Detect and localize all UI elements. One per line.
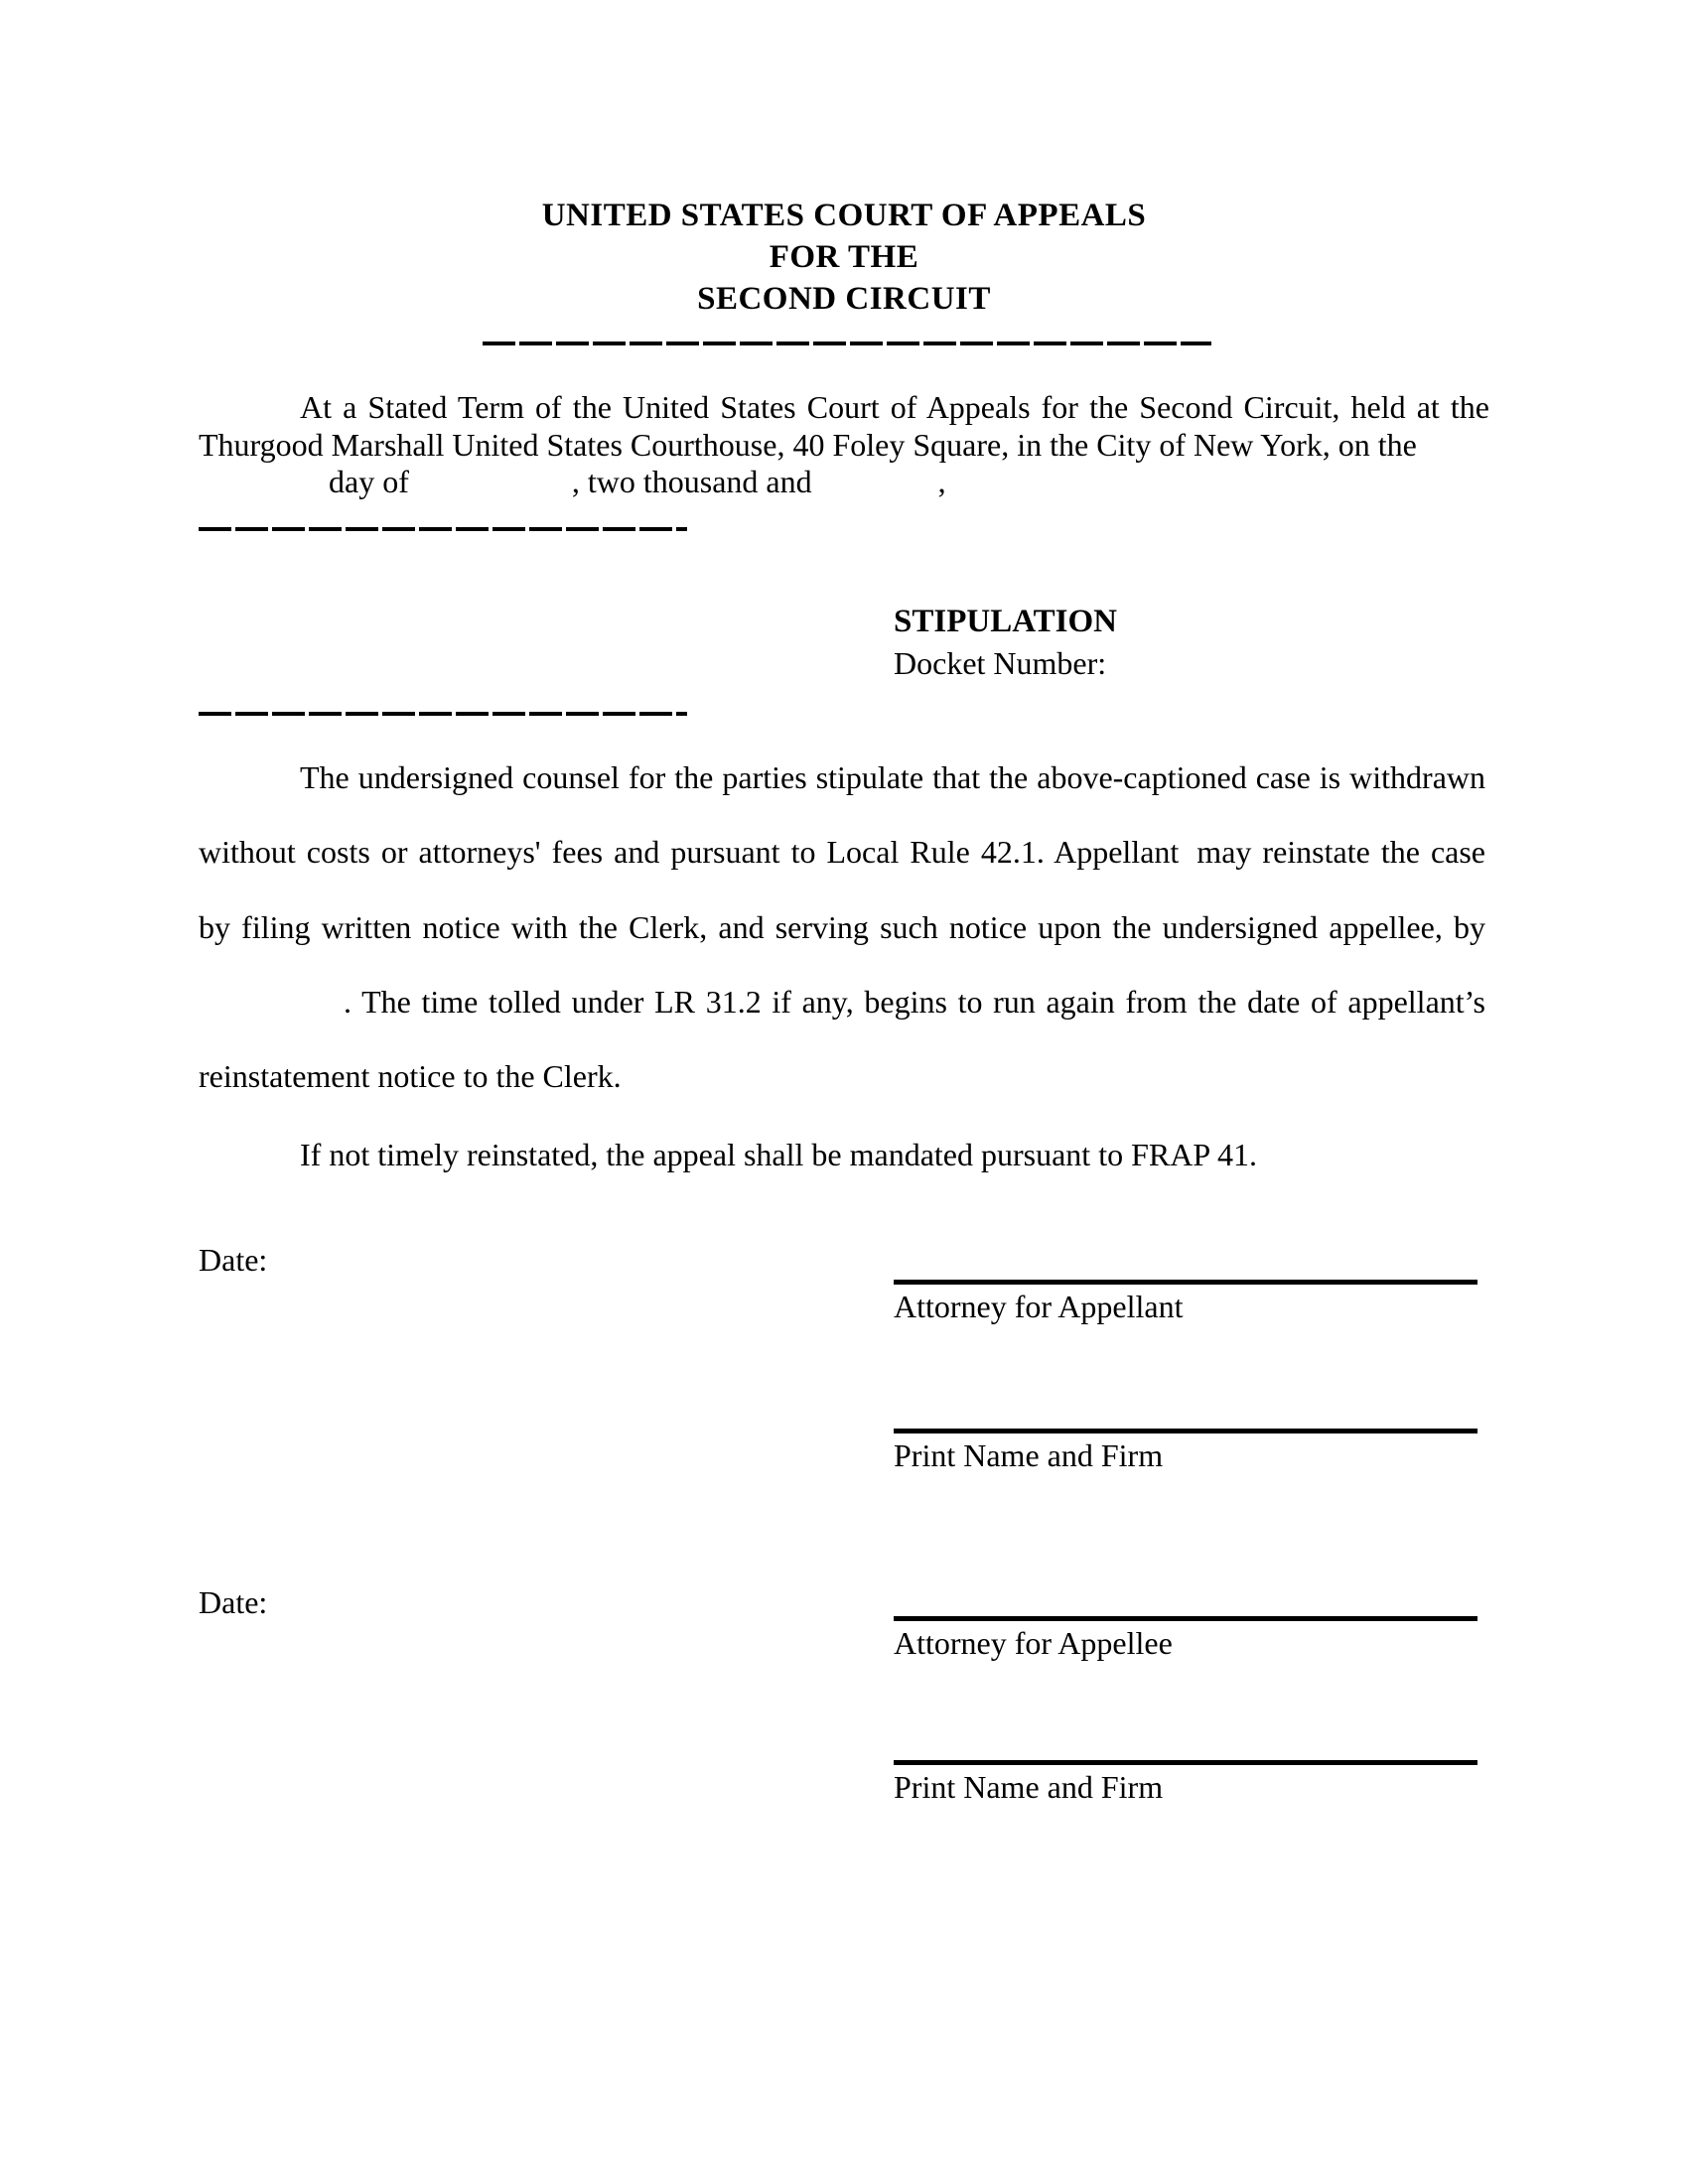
caption-rule-top — [199, 527, 687, 531]
court-name-line: UNITED STATES COURT OF APPEALS — [541, 198, 1147, 233]
stated-term-line-3 — [199, 464, 1489, 501]
stated-term-line-2: Thurgood Marshall United States Courthouse, 40 Foley Square, in the City of New York, on the — [199, 426, 1417, 463]
appellant-print-name-line — [894, 1429, 1477, 1433]
court-header — [0, 195, 1688, 320]
attorney-for-appellant-caption: Attorney for Appellant — [894, 1289, 1184, 1324]
body-para1-line3: by filing written notice with the Clerk, and serving such notice upon the undersigned appellee, by — [199, 909, 1485, 945]
appellee-print-name-line — [894, 1760, 1477, 1765]
year-blank — [812, 491, 938, 492]
appellee-signature-line — [894, 1616, 1477, 1621]
court-for-the-line: FOR THE — [769, 239, 919, 275]
day-of-text: day of — [329, 464, 409, 499]
docket-number-label: Docket Number: — [894, 645, 1107, 681]
two-thousand-text: , two thousand and — [571, 464, 812, 499]
stated-term-line-1: At a Stated Term of the United States Court of Appeals for the Second Circuit, held at the — [300, 389, 1489, 425]
appellant-signature-line — [894, 1280, 1477, 1285]
trailing-comma: , — [937, 464, 946, 499]
body-para1-line1: The undersigned counsel for the parties stipulate that the above-captioned case is withdrawn — [300, 759, 1485, 795]
notice-date-blank — [199, 1012, 344, 1013]
stipulation-title: STIPULATION — [894, 604, 1117, 639]
body-para1-line4 — [199, 983, 1485, 1021]
court-circuit-line: SECOND CIRCUIT — [697, 281, 991, 317]
stated-term-paragraph — [199, 389, 1489, 501]
header-rule — [483, 341, 1211, 345]
caption-rule-bottom — [199, 712, 687, 716]
attorney-for-appellee-caption: Attorney for Appellee — [894, 1625, 1173, 1661]
body-para1-line5: reinstatement notice to the Clerk. — [199, 1058, 622, 1094]
body-para2: If not timely reinstated, the appeal shall be mandated pursuant to FRAP 41. — [300, 1137, 1257, 1172]
body-para1-line2 — [199, 833, 1485, 871]
body-para1-line4-text: . The time tolled under LR 31.2 if any, begins to run again from the date of appellant’s — [344, 984, 1485, 1020]
appellant-print-name-caption: Print Name and Firm — [894, 1437, 1164, 1473]
body-para1-line2-text1: without costs or attorneys' fees and pursuant to Local Rule 42.1. Appellant — [199, 834, 1180, 870]
appellee-print-name-caption: Print Name and Firm — [894, 1769, 1164, 1805]
day-blank — [199, 491, 329, 492]
appellant-blank — [1179, 862, 1196, 863]
date-label-appellee: Date: — [199, 1584, 268, 1620]
date-label-appellant: Date: — [199, 1242, 268, 1278]
month-blank — [409, 491, 572, 492]
body-para1-line2-text2: may reinstate the case — [1196, 834, 1486, 870]
